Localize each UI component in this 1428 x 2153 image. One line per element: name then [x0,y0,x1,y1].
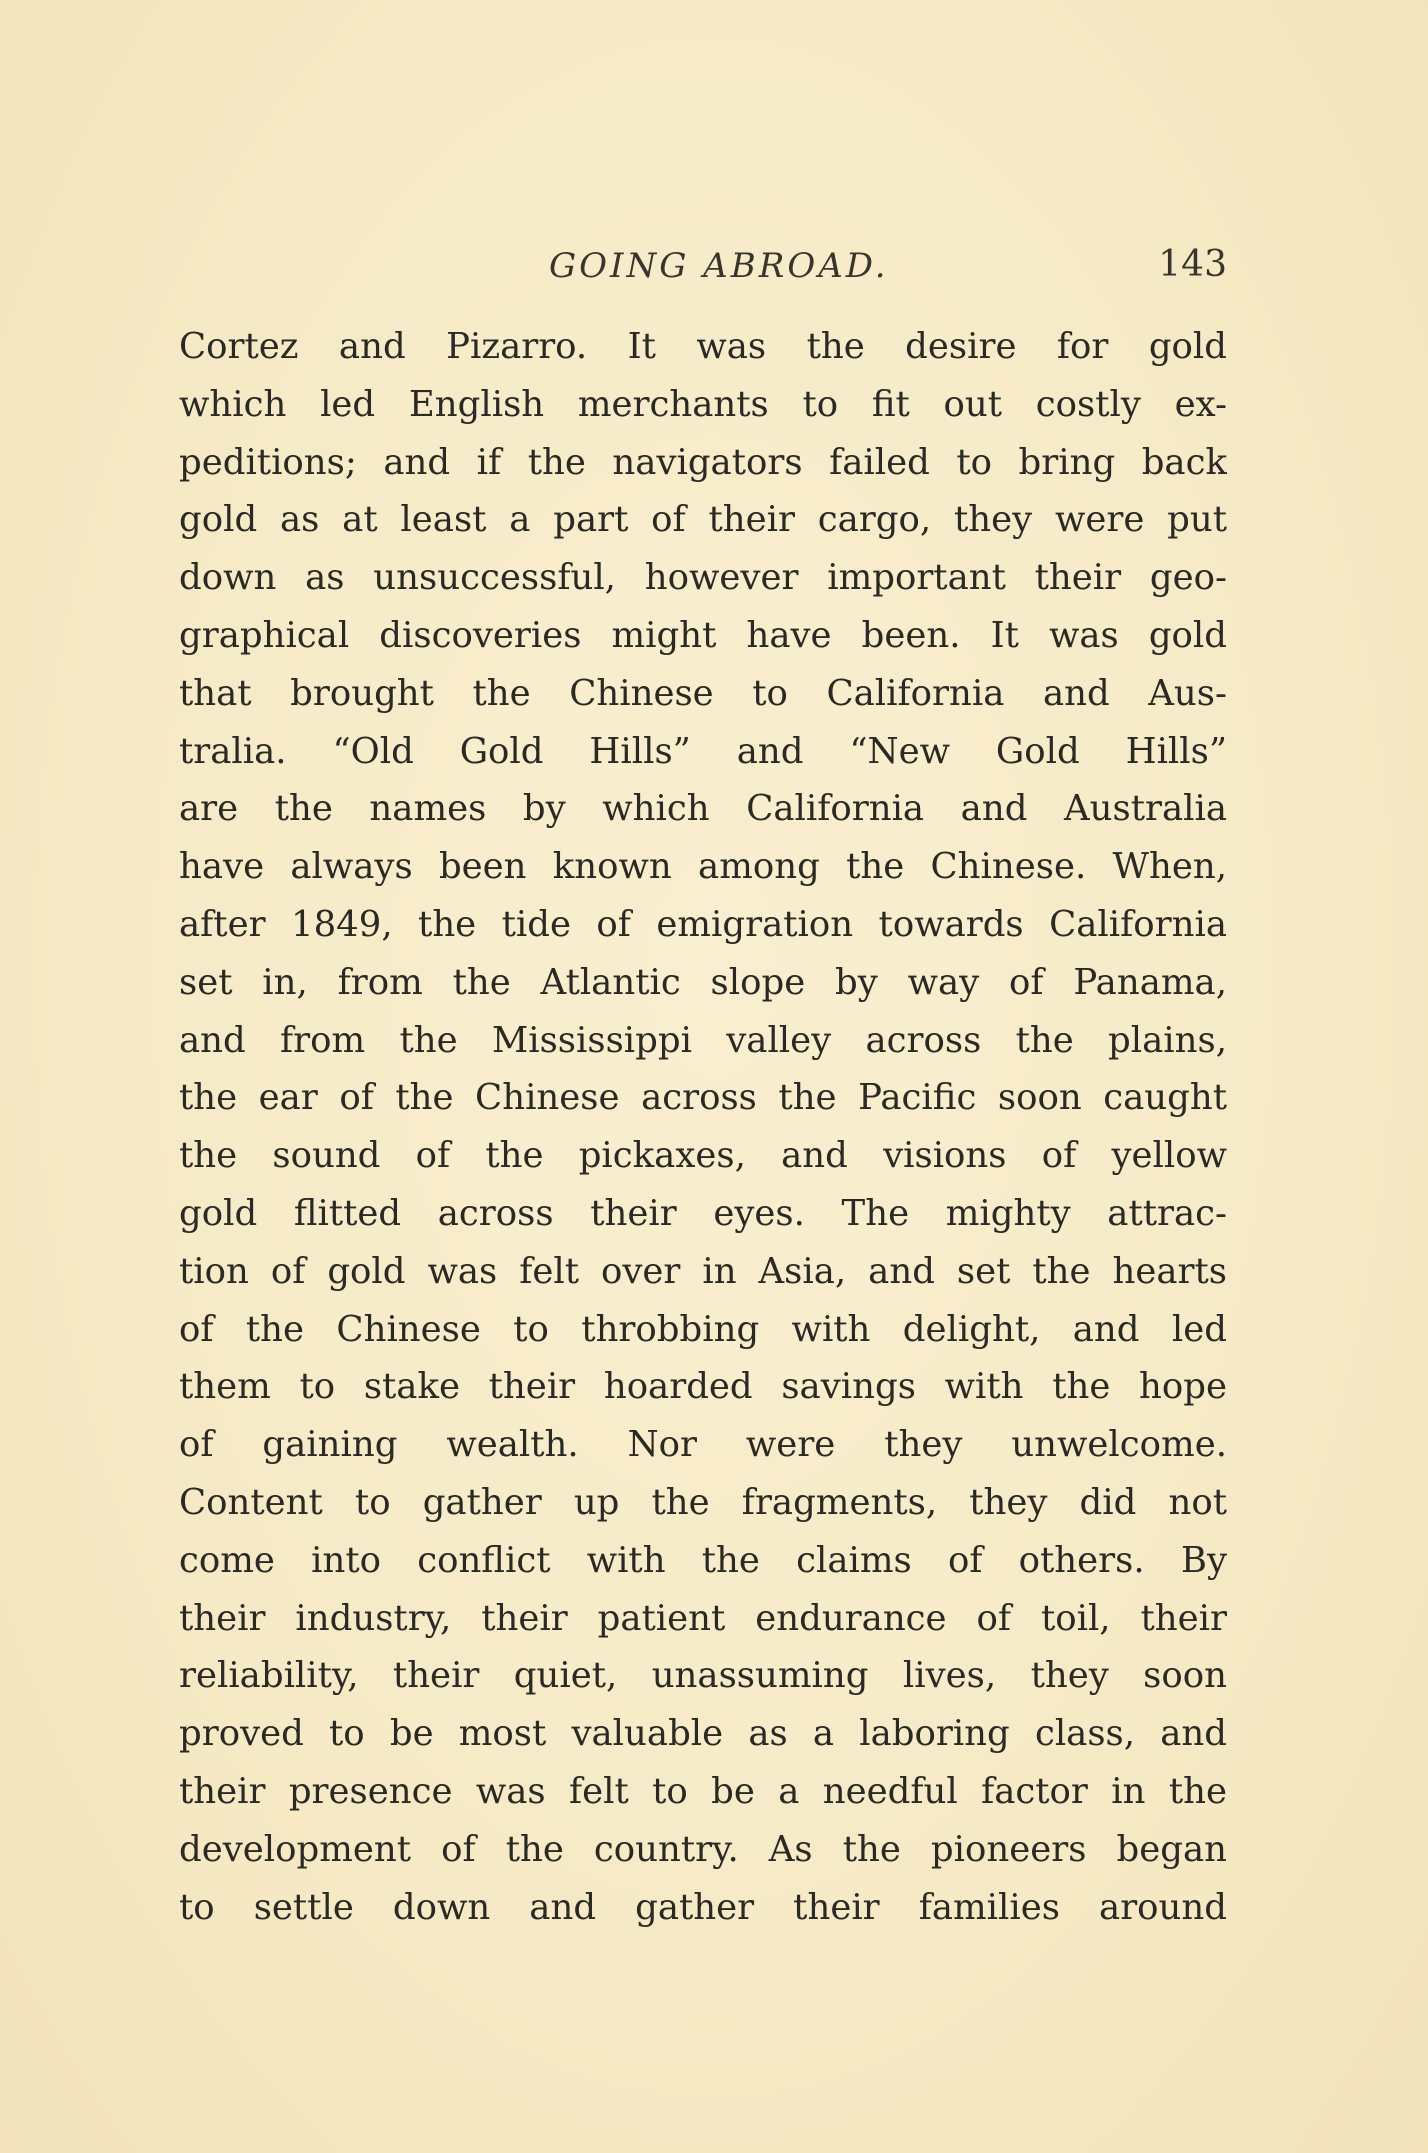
page-header [179,240,1227,300]
text-line: the sound of the pickaxes, and visions of yellow [179,1135,1227,1177]
text-line: of the Chinese to throbbing with delight, and led [179,1308,1227,1350]
text-line: Cortez and Pizarro. It was the desire for gold [179,326,1227,367]
text-line: tion of gold was felt over in Asia, and set the hearts [179,1250,1227,1292]
text-line: reliability, their quiet, unassuming lives, they soon [179,1655,1227,1697]
body-text [179,318,1227,1936]
text-line: gold flitted across their eyes. The mighty attrac- [179,1192,1227,1234]
text-line: to settle down and gather their families around [179,1886,1227,1928]
text-line: peditions; and if the navigators failed to bring back [179,441,1227,483]
text-line: them to stake their hoarded savings with the hope [179,1366,1227,1408]
text-line: down as unsuccessful, however important their geo- [179,557,1227,599]
text-line: of gaining wealth. Nor were they unwelcome. [179,1424,1227,1466]
text-line: gold as at least a part of their cargo, they were put [179,499,1227,541]
text-line: proved to be most valuable as a laboring class, and [179,1713,1227,1755]
text-line: their presence was felt to be a needful factor in the [179,1770,1227,1812]
text-line: have always been known among the Chinese. When, [179,846,1227,888]
text-line: after 1849, the tide of emigration towards California [179,903,1227,945]
text-line: the ear of the Chinese across the Pacific soon caught [179,1077,1227,1119]
text-line: are the names by which California and Australia [179,788,1227,830]
text-line: that brought the Chinese to California and Aus- [179,672,1227,714]
page-number: 143 [1158,244,1227,285]
text-line: which led English merchants to fit out costly ex- [179,383,1227,425]
text-line: Content to gather up the fragments, they did not [179,1481,1227,1523]
text-line: tralia. “Old Gold Hills” and “New Gold Hills” [179,730,1227,772]
text-line: and from the Mississippi valley across the plains, [179,1019,1227,1061]
running-title: GOING ABROAD. [549,246,889,286]
text-line: development of the country. As the pioneers began [179,1828,1227,1870]
text-line: graphical discoveries might have been. It was gold [179,614,1227,656]
text-line: set in, from the Atlantic slope by way of Panama, [179,961,1227,1003]
text-line: their industry, their patient endurance of toil, their [179,1597,1227,1639]
text-line: come into conflict with the claims of others. By [179,1539,1227,1581]
